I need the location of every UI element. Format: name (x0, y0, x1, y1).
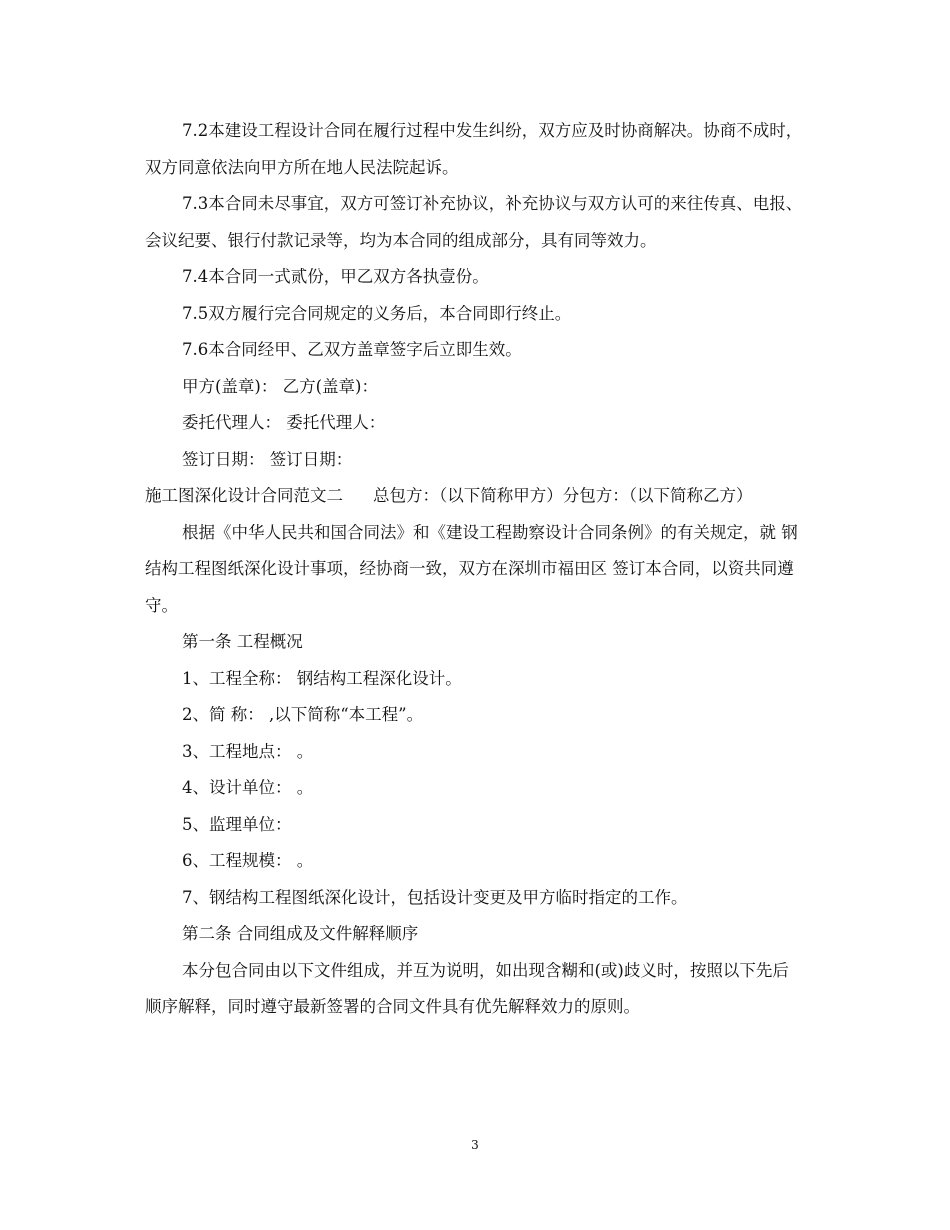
article-2-title: 第二条 合同组成及文件解释顺序 (182, 924, 419, 943)
section-title: 施工图深化设计合同范文二 (145, 486, 343, 505)
page-number: 3 (471, 1138, 479, 1152)
section-parties: 总包方：（以下简称甲方）分包方：（以下简称乙方） (373, 486, 753, 505)
article-1-item-5: 5、监理单位： (182, 814, 292, 834)
section-heading (145, 478, 805, 515)
article-2-paragraph: 本分包合同由以下文件组成，并互为说明，如出现含糊和(或)歧义时，按照以下先后顺序解释，同时遵守最新签署的合同文件具有优先解释效力的原则。 (145, 960, 789, 1016)
agent-line: 委托代理人： 委托代理人： (182, 413, 386, 432)
seal-line: 甲方(盖章)： 乙方(盖章)： (182, 376, 378, 396)
article-1-item-6: 6、工程规模： 。 (182, 851, 314, 870)
clause-7-2: 7.2本建设工程设计合同在履行过程中发生纠纷，双方应及时协商解决。协商不成时，双方同意依法向甲方所在地人民法院起诉。 (145, 121, 803, 177)
article-1-item-2: 2、简 称： ,以下简称“本工程”。 (182, 705, 424, 724)
clause-7-6: 7.6本合同经甲、乙双方盖章签字后立即生效。 (182, 340, 522, 359)
article-1-item-4: 4、设计单位： 。 (182, 778, 314, 797)
clause-7-3: 7.3本合同未尽事宜，双方可签订补充协议，补充协议与双方认可的来往传真、电报、会议纪要、银行付款记录等，均为本合同的组成部分，具有同等效力。 (145, 194, 803, 250)
clause-7-5: 7.5双方履行完合同规定的义务后，本合同即行终止。 (182, 303, 572, 323)
document-body (145, 113, 805, 1026)
article-1-item-7: 7、钢结构工程图纸深化设计，包括设计变更及甲方临时指定的工作。 (182, 887, 688, 907)
sign-date-line: 签订日期： 签订日期： (182, 449, 353, 469)
article-1-item-1: 1、工程全称： 钢结构工程深化设计。 (182, 668, 462, 688)
clause-7-4: 7.4本合同一式贰份，甲乙双方各执壹份。 (182, 267, 489, 286)
preamble-paragraph: 根据《中华人民共和国合同法》和《建设工程勘察设计合同条例》的有关规定，就 钢结构工程图纸深化设计事项，经协商一致，双方在深圳市福田区 签订本合同，以资共同遵守。 (145, 522, 798, 615)
article-1-title: 第一条 工程概况 (182, 632, 303, 651)
article-1-item-3: 3、工程地点： 。 (182, 741, 314, 761)
